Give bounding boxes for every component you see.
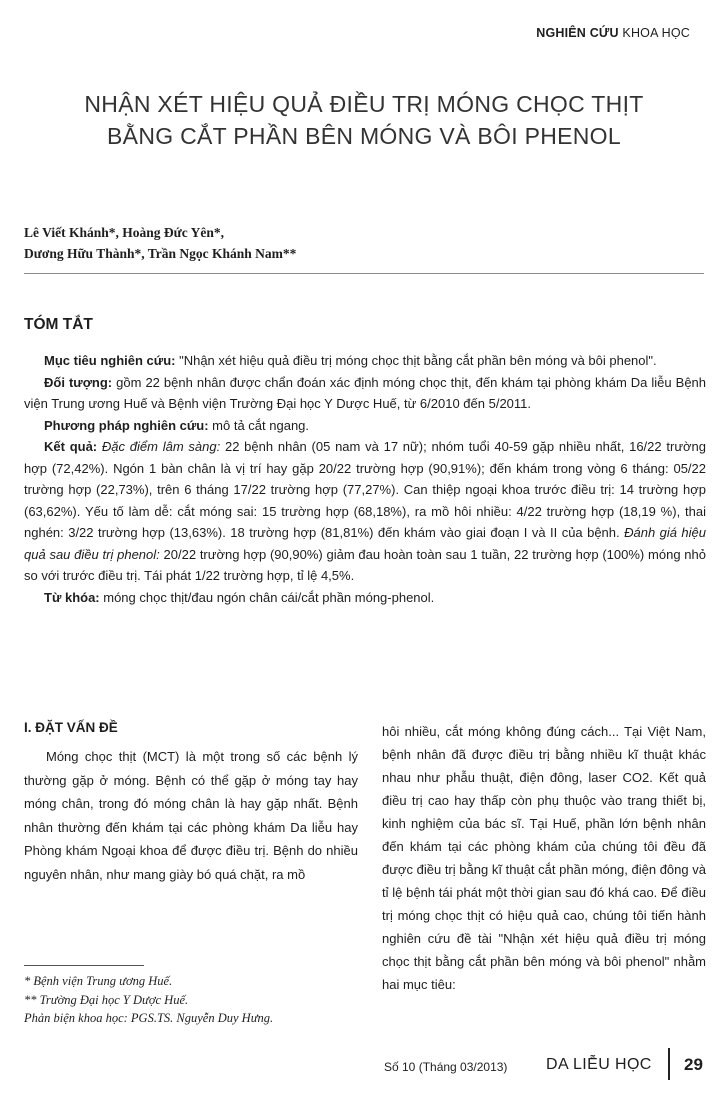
divider-line [24, 273, 704, 274]
issue-info: Số 10 (Tháng 03/2013) [384, 1060, 508, 1074]
keywords-label: Từ khóa: [44, 589, 100, 605]
methods-label: Phương pháp nghiên cứu: [44, 417, 209, 433]
footnote-1: * Bệnh viện Trung ương Huế. [24, 974, 173, 988]
results-label: Kết quả: [44, 439, 98, 454]
running-header [536, 26, 690, 40]
abstract-keywords [24, 587, 706, 609]
footnote-divider [24, 965, 144, 966]
methods-text: mô tả cắt ngang. [208, 417, 310, 433]
abstract-body [24, 350, 706, 608]
intro-paragraph-right: hôi nhiều, cắt móng không đúng cách... Tại Việt Nam, bệnh nhân đã được điều trị bằng nhiều kĩ thuật khác nhau như phẫu thuật, điện đông, laser CO2. Kết quả điều trị cao hay thấp còn phụ thuộc vào trang thiết bị, kinh nghiệm của bác sĩ. Tại Huế, phần lớn bệnh nhân đến khám tại các phòng khám của chúng tôi đều đã được điều trị bằng kĩ thuật cắt phần móng, điện đông và tỉ lệ bệnh tái phát một thời gian sau đó khá cao. Để điều trị móng chọc thịt có hiệu quả cao, chúng tôi tiến hành nghiên cứu đề tài "Nhận xét hiệu quả điều trị móng chọc thịt bằng cắt phần bên móng và bôi phenol" nhằm hai mục tiêu: [382, 724, 706, 992]
abstract-objective [24, 350, 706, 372]
page-footer [384, 1052, 710, 1082]
footnote-2: ** Trường Đại học Y Dược Huế. [24, 992, 189, 1007]
section-heading: I. ĐẶT VẤN ĐỀ [24, 720, 118, 735]
results-evaluation-text: 20/22 trường hợp (90,90%) giảm đau hoàn toàn sau 1 tuần, 22 trường hợp (100%) móng nhỏ so với trước điều trị. Tái phát 1/22 trường hợp, tỉ lệ 4,5%. [24, 546, 706, 583]
authors-line-2: Dương Hữu Thành*, Trần Ngọc Khánh Nam** [24, 246, 297, 261]
author-list [24, 222, 296, 264]
results-clinical-text: 22 bệnh nhân (05 nam và 17 nữ); nhóm tuổi 40-59 gặp nhiều nhất, 16/22 trường hợp (72,42%). Ngón 1 bàn chân là vị trí hay gặp 20/22 trường hợp (90,91%); đến khám trong vòng 6 tháng: 05/22 trường hợp (22,73%), trên 6 tháng 17/22 trường hợp (77,27%). Can thiệp ngoại khoa trước điều trị: 14 trường hợp (63,62%). Yếu tố làm dễ: cắt móng sai: 15 trường hợp (68,18%), ra mồ hôi nhiều: 4/22 trường hợp (18,19 %), thai nghén: 3/22 trường hợp (13,63%). 18 trường hợp (81,81%) đến khám vào giai đoạn I và II của bệnh. [24, 439, 707, 540]
keywords-text: móng chọc thịt/đau ngón chân cái/cắt phần móng-phenol. [99, 589, 435, 605]
article-title [40, 88, 688, 152]
journal-name: DA LIỄU HỌC [546, 1056, 652, 1073]
abstract-subjects [24, 372, 706, 415]
abstract-methods [24, 415, 706, 437]
footer-divider [668, 1048, 670, 1080]
title-line-2: BẰNG CẮT PHẦN BÊN MÓNG VÀ BÔI PHENOL [107, 123, 621, 149]
abstract-heading: TÓM TẮT [24, 316, 93, 333]
footnotes [24, 972, 364, 1028]
left-column [24, 720, 358, 886]
subjects-text: gồm 22 bệnh nhân được chẩn đoán xác định móng chọc thịt, đến khám tại phòng khám Da liễu Bệnh viện Trung ương Huế và Bệnh viện Trường Đại học Y Dược Huế, từ 6/2010 đến 5/2011. [24, 374, 707, 411]
page-number: 29 [684, 1055, 703, 1074]
header-bold: NGHIÊN CỨU [536, 26, 619, 40]
results-evaluation-label: Đánh giá hiệu quả sau điều trị phenol: [24, 525, 706, 562]
footnote-reviewer: Phản biện khoa học: PGS.TS. Nguyễn Duy Hưng. [24, 1011, 274, 1025]
right-column [382, 720, 706, 996]
intro-paragraph-left: Móng chọc thịt (MCT) là một trong số các bệnh lý thường gặp ở móng. Bệnh có thể gặp ở móng tay hay móng chân, trong đó móng chân là hay gặp nhất. Bệnh nhân thường đến khám tại các phòng khám Da liễu hay Phòng khám Ngoại khoa để được điều trị. Bệnh do nhiều nguyên nhân, như mang giày bó quá chặt, ra mồ [24, 749, 358, 882]
title-line-1: NHẬN XÉT HIỆU QUẢ ĐIỀU TRỊ MÓNG CHỌC THỊT [84, 91, 644, 117]
subjects-label: Đối tượng: [44, 374, 113, 390]
objective-label: Mục tiêu nghiên cứu: [44, 353, 176, 368]
authors-line-1: Lê Viết Khánh*, Hoàng Đức Yên*, [24, 225, 224, 240]
results-clinical-label: Đặc điểm lâm sàng: [97, 439, 221, 454]
header-rest: KHOA HỌC [618, 26, 690, 40]
abstract-results [24, 436, 706, 587]
objective-text: "Nhận xét hiệu quả điều trị móng chọc thịt bằng cắt phần bên móng và bôi phenol". [175, 353, 657, 368]
